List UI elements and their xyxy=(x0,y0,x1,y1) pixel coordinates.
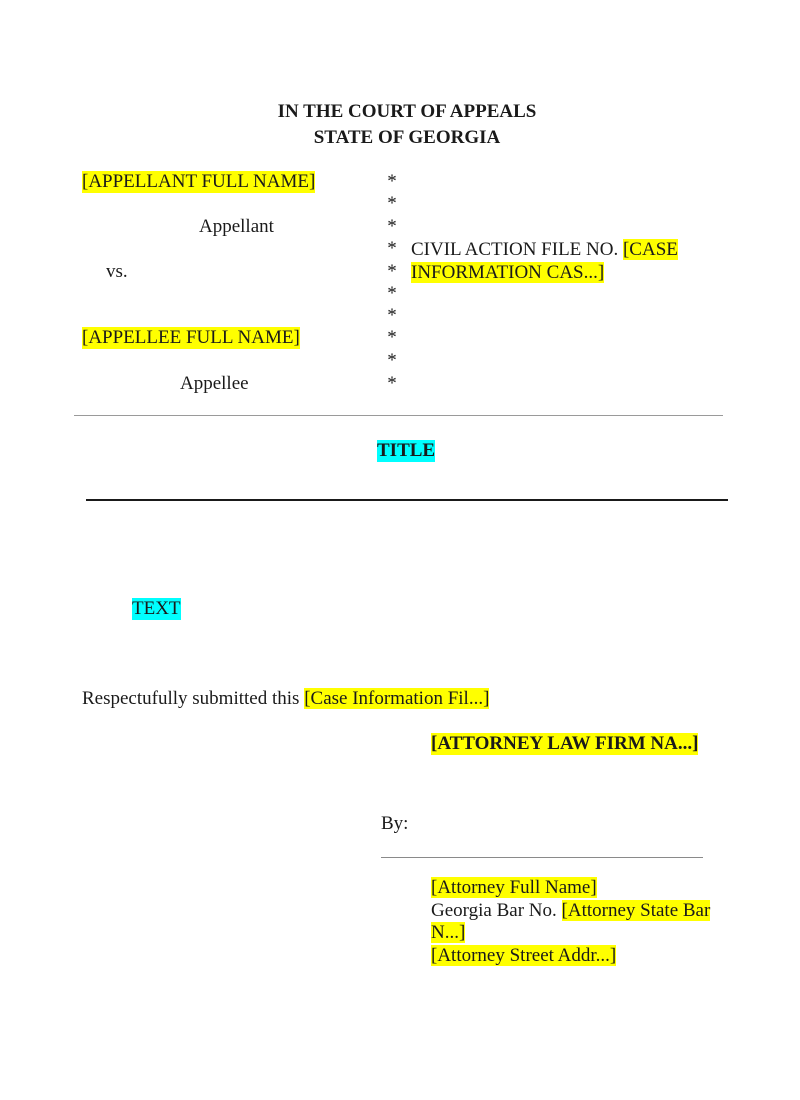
document-title-placeholder[interactable]: TITLE xyxy=(377,440,436,461)
appellant-name-field[interactable]: [APPELLANT FULL NAME] xyxy=(82,171,316,192)
caption-separator: * xyxy=(387,283,397,304)
title-divider xyxy=(86,499,728,501)
caption-separator: * xyxy=(387,261,397,282)
caption-separator: * xyxy=(387,171,397,192)
submission-date-field[interactable]: [Case Information Fil...] xyxy=(304,688,490,709)
case-number-label: CIVIL ACTION FILE NO. xyxy=(411,239,619,260)
bar-number-label: Georgia Bar No. xyxy=(431,899,557,921)
attorney-name-field[interactable]: [Attorney Full Name] xyxy=(431,877,597,898)
caption-separator: * xyxy=(387,216,397,237)
court-name: IN THE COURT OF APPEALS xyxy=(277,101,537,122)
attorney-address-field[interactable]: [Attorney Street Addr...] xyxy=(431,944,617,966)
bar-number-field[interactable]: [Attorney State Bar N...] xyxy=(431,899,711,943)
attorney-info xyxy=(431,877,731,967)
signature-line xyxy=(381,857,703,858)
appellant-role: Appellant xyxy=(199,216,274,237)
law-firm-field[interactable]: [ATTORNEY LAW FIRM NA...] xyxy=(431,733,699,754)
caption-separator: * xyxy=(387,373,397,394)
caption-separator: * xyxy=(387,238,397,259)
case-number-block xyxy=(411,238,711,284)
caption-separator: * xyxy=(387,350,397,371)
body-text-placeholder[interactable]: TEXT xyxy=(132,598,181,619)
court-state: STATE OF GEORGIA xyxy=(313,127,501,148)
appellee-role: Appellee xyxy=(180,373,249,394)
by-label: By: xyxy=(381,813,409,834)
caption-separator: * xyxy=(387,193,397,214)
case-number-field[interactable]: [CASE INFORMATION CAS...] xyxy=(411,239,678,283)
appellee-name-field[interactable]: [APPELLEE FULL NAME] xyxy=(82,327,300,348)
submission-line xyxy=(82,688,489,710)
versus-label: vs. xyxy=(106,261,128,282)
caption-separator: * xyxy=(387,305,397,326)
caption-divider xyxy=(74,415,723,416)
caption-separator: * xyxy=(387,327,397,348)
submission-prefix: Respectufully submitted this xyxy=(82,688,300,709)
